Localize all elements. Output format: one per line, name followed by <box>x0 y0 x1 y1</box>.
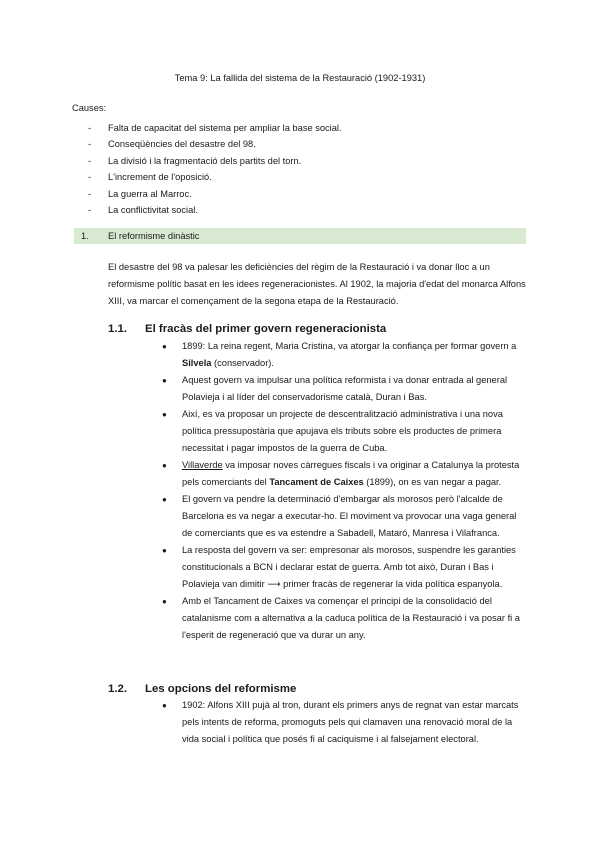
bullet-item: ● Villaverde va imposar noves càrregues fiscals i va originar a Catalunya la protesta pels comerciants del Tancament de Caixes (1899), on es van negar a pagar. <box>182 457 524 491</box>
intro-paragraph: El desastre del 98 va palesar les deficiències del règim de la Restauració i va donar lloc a un reformisme polític basat en les idees regeneracionistes. Al 1902, la majoria d'edat del monarca Alfons XIII, va marcar el començament de la segona etapa de la Restauració. <box>108 262 526 306</box>
section-title: El reformisme dinàstic <box>108 231 200 241</box>
bullet-list-1-1 <box>162 338 524 644</box>
bullet-list-1-2 <box>162 697 524 748</box>
cause-item: - Falta de capacitat del sistema per ampliar la base social. <box>88 120 342 136</box>
bullet-icon: ● <box>162 597 167 606</box>
bullet-icon: ● <box>162 495 167 504</box>
dash-marker: - <box>88 204 92 215</box>
cause-item: - La guerra al Marroc. <box>88 186 342 202</box>
bullet-item: ● Amb el Tancament de Caixes va començar el principi de la consolidació del catalanisme com a alternativa a la caduca política de la Restauració i va posar fi a l'esperit de regeneració que va durar un any. <box>182 593 524 644</box>
bullet-item: ● Així, es va proposar un projecte de descentralització administrativa i una nova política pressupostària que apujava els tributs sobre els productes de primera necessitat i pagar impostos de la guerra de Cuba. <box>182 406 524 457</box>
cause-item: - L'increment de l'oposició. <box>88 169 342 185</box>
bullet-item: ● 1899: La reina regent, Maria Cristina, va atorgar la confiança per formar govern a Silvela (conservador). <box>182 338 524 372</box>
bullet-icon: ● <box>162 376 167 385</box>
dash-marker: - <box>88 172 92 183</box>
bullet-item: ● Aquest govern va impulsar una política reformista i va donar entrada al general Polavieja i al líder del conservadorisme català, Duran i Bas. <box>182 372 524 406</box>
villaverde-link[interactable]: Villaverde <box>182 460 223 470</box>
bullet-icon: ● <box>162 701 167 710</box>
cause-item: - Conseqüències del desastre del 98. <box>88 136 342 152</box>
dash-marker: - <box>88 188 92 199</box>
subsection-title: Les opcions del reformisme <box>145 683 297 695</box>
dash-marker: - <box>88 123 92 133</box>
bullet-icon: ● <box>162 546 167 555</box>
causes-label: Causes: <box>72 103 107 113</box>
bullet-item: ● La resposta del govern va ser: empresonar als morosos, suspendre les garanties constitucionals a BCN i declarar estat de guerra. Amb tot això, Duran i Bas i Polavieja van dimitir ⟶ primer fracàs de regenerar la vida política espanyola. <box>182 542 524 593</box>
cause-item: - La conflictivitat social. <box>88 202 342 218</box>
bullet-icon: ● <box>162 410 167 419</box>
bullet-item: ● El govern va pendre la determinació d'embargar als morosos però l'alcalde de Barcelona es va negar a executar-ho. El moviment va provocar una vaga general de comerciants que es va estendre a Sabadell, Mataró, Manresa i Vilafranca. <box>182 491 524 542</box>
causes-list <box>88 120 342 218</box>
subsection-number: 1.2. <box>108 683 127 695</box>
bullet-icon: ● <box>162 461 167 470</box>
subsection-title: El fracàs del primer govern regeneracionista <box>145 323 387 335</box>
bullet-icon: ● <box>162 342 167 351</box>
subsection-number: 1.1. <box>108 323 127 335</box>
cause-item: - La divisió i la fragmentació dels partits del torn. <box>88 153 342 169</box>
section-heading-1 <box>74 228 526 244</box>
bullet-item: ● 1902: Alfons XIII pujà al tron, durant els primers anys de regnat van estar marcats pels intents de reforma, promoguts pels qui clamaven una renovació moral de la vida social i política que posés fi al caciquisme i al falsejament electoral. <box>182 697 524 748</box>
section-number: 1. <box>81 231 89 241</box>
document-title: Tema 9: La fallida del sistema de la Restauració (1902-1931) <box>174 73 426 83</box>
dash-marker: - <box>88 139 92 150</box>
dash-marker: - <box>88 155 92 166</box>
